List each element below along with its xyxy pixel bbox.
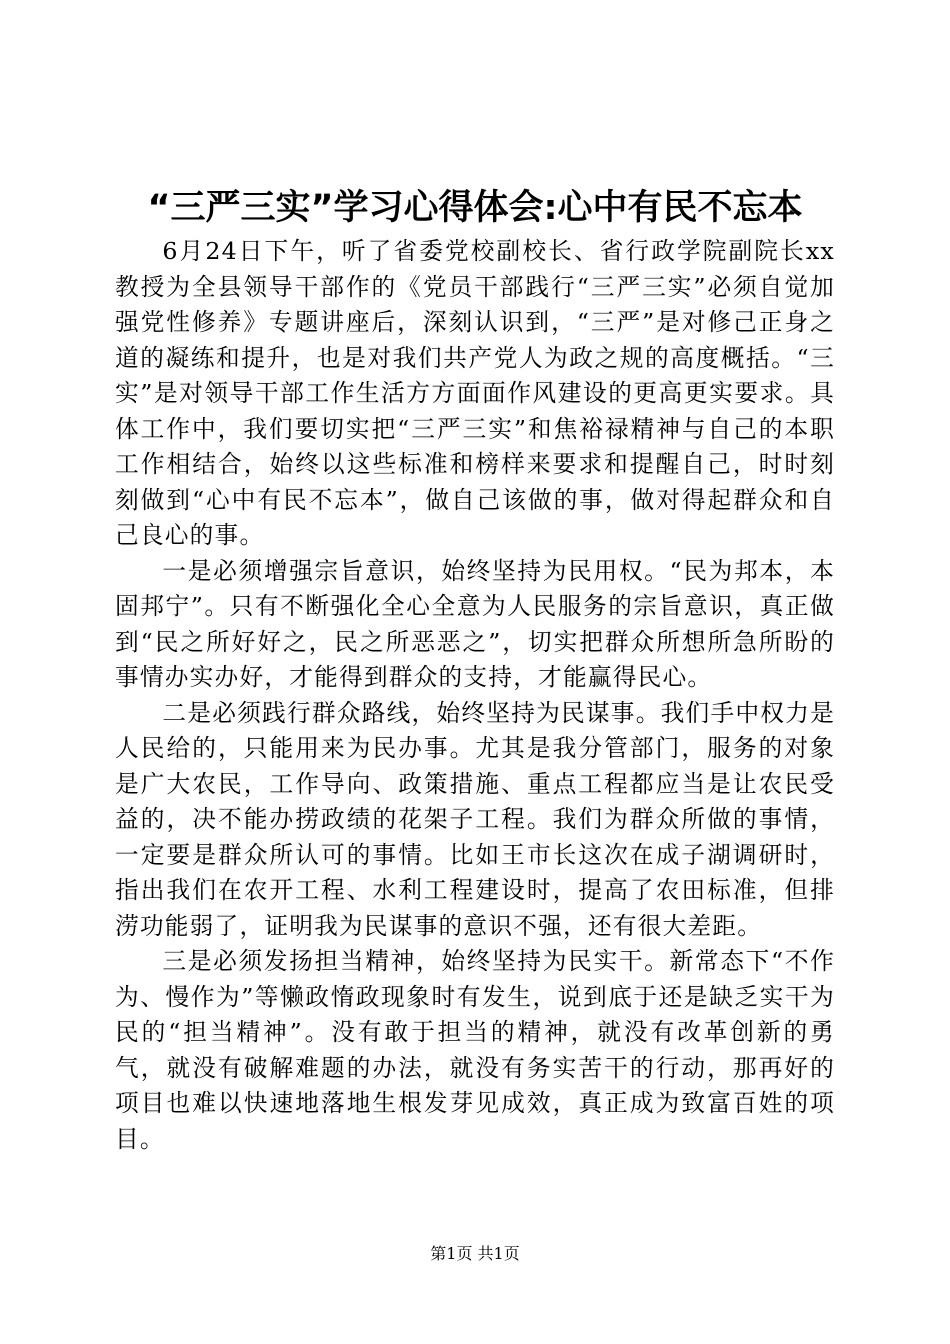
paragraph-point-three: 三是必须发扬担当精神，始终坚持为民实干。新常态下“不作为、慢作为”等懒政惰政现象时有发生，说到底于还是缺乏实干为民的“担当精神”。没有敢于担当的精神，就没有改革创新的勇气，就没有破解难题的办法，就没有务实苦干的行动，那再好的项目也难以快速地落地生根发芽见成效，真正成为致富百姓的项目。: [115, 947, 835, 1153]
document-body: [115, 234, 835, 1157]
paragraph-intro: 6月24日下午，听了省委党校副校长、省行政学院副院长xx教授为全县领导干部作的《党员干部践行“三严三实”必须自觉加强党性修养》专题讲座后，深刻认识到，“三严”是对修己正身之道的凝练和提升，也是对我们共产党人为政之规的高度概括。“三实”是对领导干部工作生活方方面面作风建设的更高更实要求。具体工作中，我们要切实把“三严三实”和焦裕禄精神与自己的本职工作相结合，始终以这些标准和榜样来要求和提醒自己，时时刻刻做到“心中有民不忘本”，做自己该做的事，做对得起群众和自己良心的事。: [115, 237, 835, 549]
paragraph-point-one: 一是必须增强宗旨意识，始终坚持为民用权。“民为邦本，本固邦宁”。只有不断强化全心全意为人民服务的宗旨意识，真正做到“民之所好好之，民之所恶恶之”，切实把群众所想所急所盼的事情办实办好，才能得到群众的支持，才能赢得民心。: [115, 556, 835, 691]
document-title: “三严三实”学习心得体会:心中有民不忘本: [147, 188, 803, 228]
page-number-footer: 第1页 共1页: [430, 1244, 520, 1263]
paragraph-point-two: 二是必须践行群众路线，始终坚持为民谋事。我们手中权力是人民给的，只能用来为民办事。尤其是我分管部门，服务的对象是广大农民，工作导向、政策措施、重点工程都应当是让农民受益的，决不能办捞政绩的花架子工程。我们为群众所做的事情，一定要是群众所认可的事情。比如王市长这次在成子湖调研时，指出我们在农开工程、水利工程建设时，提高了农田标准，但排涝功能弱了，证明我为民谋事的意识不强，还有很大差距。: [115, 698, 835, 940]
